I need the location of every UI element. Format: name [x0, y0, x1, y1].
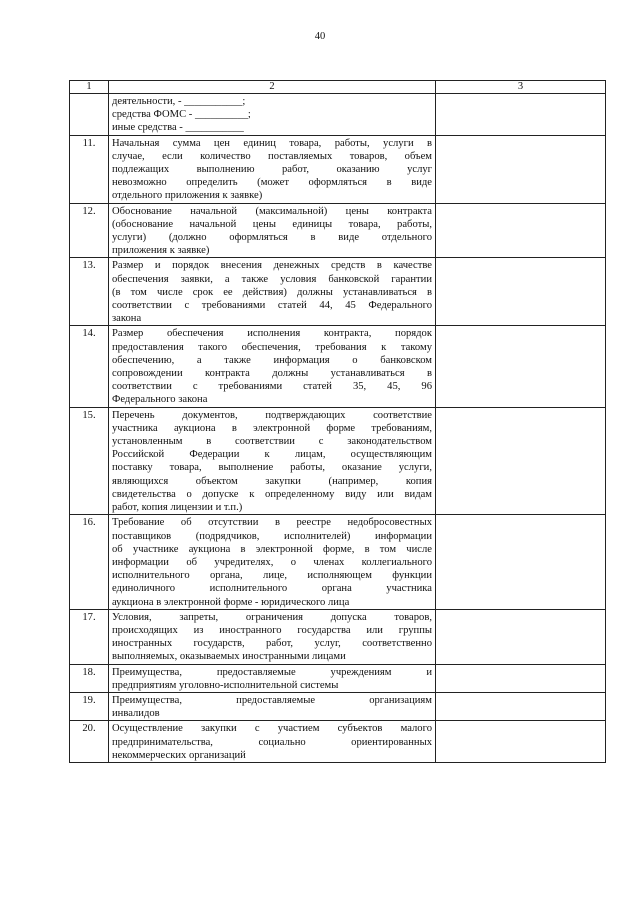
row-description-cell: [109, 664, 436, 692]
description-line: Требование об отсутствии в реестре недобросовестных: [112, 517, 432, 529]
row-description-cell: [109, 721, 436, 763]
table-header-row: [70, 81, 606, 94]
description-line: происходящих из иностранного государства или группы: [112, 624, 432, 636]
description-line: поставщиков (подрядчиков, исполнителей) информации: [112, 530, 432, 542]
description-line: выполняемых, оказываемых иностранными лицами: [112, 651, 346, 663]
description-line: предоставления такого обеспечения, требования к такому: [112, 341, 432, 353]
description-line: Размер обеспечения исполнения контракта, порядок: [112, 328, 432, 340]
row-description-cell: [109, 692, 436, 720]
description-line: инвалидов: [112, 708, 160, 720]
description-line: поставку товара, выполнение работы, оказание услуги,: [112, 462, 432, 474]
table-row: [70, 721, 606, 763]
value-cell: [436, 692, 606, 720]
table-row: [70, 258, 606, 326]
description-line: об участнике аукциона в электронной форме, в том числе: [112, 543, 432, 555]
row-description-cell: [109, 515, 436, 609]
value-cell: [436, 515, 606, 609]
description-line: Размер и порядок внесения денежных средств в качестве: [112, 260, 432, 272]
row-description-cell: [109, 326, 436, 407]
column-header-2: 2: [109, 81, 436, 94]
table-row: [70, 609, 606, 664]
row-number-cell: 14.: [70, 326, 109, 407]
description-line: Российской Федерации к лицам, осуществляющим: [112, 449, 432, 461]
description-line: Преимущества, предоставляемые учреждениям и: [112, 666, 432, 678]
continuation-description-cell: [109, 94, 436, 136]
description-line: Условия, запреты, ограничения допуска товаров,: [112, 611, 432, 623]
description-line: обеспечения заявки, а также условия банковской гарантии: [112, 273, 432, 285]
description-line: иностранных государств, работ, услуг, соответственно: [112, 638, 432, 650]
row-number-cell: 17.: [70, 609, 109, 664]
description-line: Преимущества, предоставляемые организациям: [112, 694, 432, 706]
table-row: [70, 407, 606, 515]
value-cell: [436, 326, 606, 407]
description-line: сопровождении контракта должны устанавливаться в: [112, 368, 432, 380]
funding-source-line: средства ФОМС - __________;: [112, 109, 251, 121]
description-line: предпринимательства, социально ориентированных: [112, 736, 432, 748]
row-description-cell: [109, 609, 436, 664]
row-number-cell: 19.: [70, 692, 109, 720]
value-cell: [436, 609, 606, 664]
table-row: [70, 664, 606, 692]
description-line: некоммерческих организаций: [112, 749, 246, 761]
description-line: единоличного исполнительного органа участника: [112, 583, 432, 595]
row-description-cell: [109, 203, 436, 258]
row-description-cell: [109, 407, 436, 515]
description-line: аукциона в электронной форме - юридического лица: [112, 596, 350, 608]
row-number-cell: 18.: [70, 664, 109, 692]
row-number-cell: 13.: [70, 258, 109, 326]
description-line: Обоснование начальной (максимальной) цены контракта: [112, 205, 432, 217]
value-cell: [436, 203, 606, 258]
description-line: (обоснование начальной цены единицы товара, работы,: [112, 218, 432, 230]
value-cell: [436, 721, 606, 763]
page-number: 40: [314, 31, 326, 42]
description-line: соответствии с требованиями статей 44, 45 Федерального: [112, 300, 432, 312]
description-line: приложения к заявке): [112, 245, 210, 257]
value-cell: [436, 94, 606, 136]
column-header-1: 1: [70, 81, 109, 94]
table-row: [70, 692, 606, 720]
description-line: подлежащих выполнению работ, оказанию услуг: [112, 164, 432, 176]
description-line: Федерального закона: [112, 394, 208, 406]
description-line: работ, копия лицензии и т.п.): [112, 502, 243, 514]
description-line: услуги) (должно оформляться в виде отдельного: [112, 232, 432, 244]
description-line: являющихся объектом закупки (например, копия: [112, 475, 432, 487]
description-line: (в том числе срок ее действия) должны устанавливаться в: [112, 286, 432, 298]
row-description-cell: [109, 135, 436, 203]
funding-source-line: иные средства - ___________: [112, 122, 244, 134]
row-number-cell: [70, 94, 109, 136]
description-line: обеспечению, а также информация о банковском: [112, 354, 432, 366]
column-header-3: 3: [436, 81, 606, 94]
row-number-cell: 16.: [70, 515, 109, 609]
requirements-table: [69, 80, 606, 763]
table-row: [70, 203, 606, 258]
table-row: [70, 326, 606, 407]
description-line: Начальная сумма цен единиц товара, работы, услуги в: [112, 137, 432, 149]
description-line: невозможно определить (может оформляться в виде: [112, 177, 432, 189]
description-line: предприятиям уголовно-исполнительной системы: [112, 679, 339, 691]
description-line: случае, если количество поставляемых товаров, объем: [112, 150, 432, 162]
description-line: Осуществление закупки с участием субъектов малого: [112, 723, 432, 735]
table-row: [70, 135, 606, 203]
row-number-cell: 15.: [70, 407, 109, 515]
funding-source-line: деятельности, - ___________;: [112, 96, 246, 107]
row-number-cell: 20.: [70, 721, 109, 763]
description-line: Перечень документов, подтверждающих соответствие: [112, 409, 432, 421]
row-number-cell: 11.: [70, 135, 109, 203]
description-line: закона: [112, 313, 142, 325]
description-line: участника аукциона в электронной форме требованиям,: [112, 422, 432, 434]
row-description-cell: [109, 258, 436, 326]
row-number-cell: 12.: [70, 203, 109, 258]
description-line: информации об учредителях, о членах коллегиального: [112, 556, 432, 568]
description-line: отдельного приложения к заявке): [112, 190, 263, 202]
description-line: установленным в соответствии с законодательством: [112, 436, 432, 448]
value-cell: [436, 407, 606, 515]
value-cell: [436, 258, 606, 326]
value-cell: [436, 664, 606, 692]
description-line: соответствии с требованиями статей 35, 45, 96: [112, 381, 432, 393]
continuation-row: [70, 94, 606, 136]
table-row: [70, 515, 606, 609]
value-cell: [436, 135, 606, 203]
description-line: исполнительного органа, лице, исполняющем функции: [112, 570, 432, 582]
description-line: свидетельства о допуске к определенному виду или видам: [112, 488, 432, 500]
